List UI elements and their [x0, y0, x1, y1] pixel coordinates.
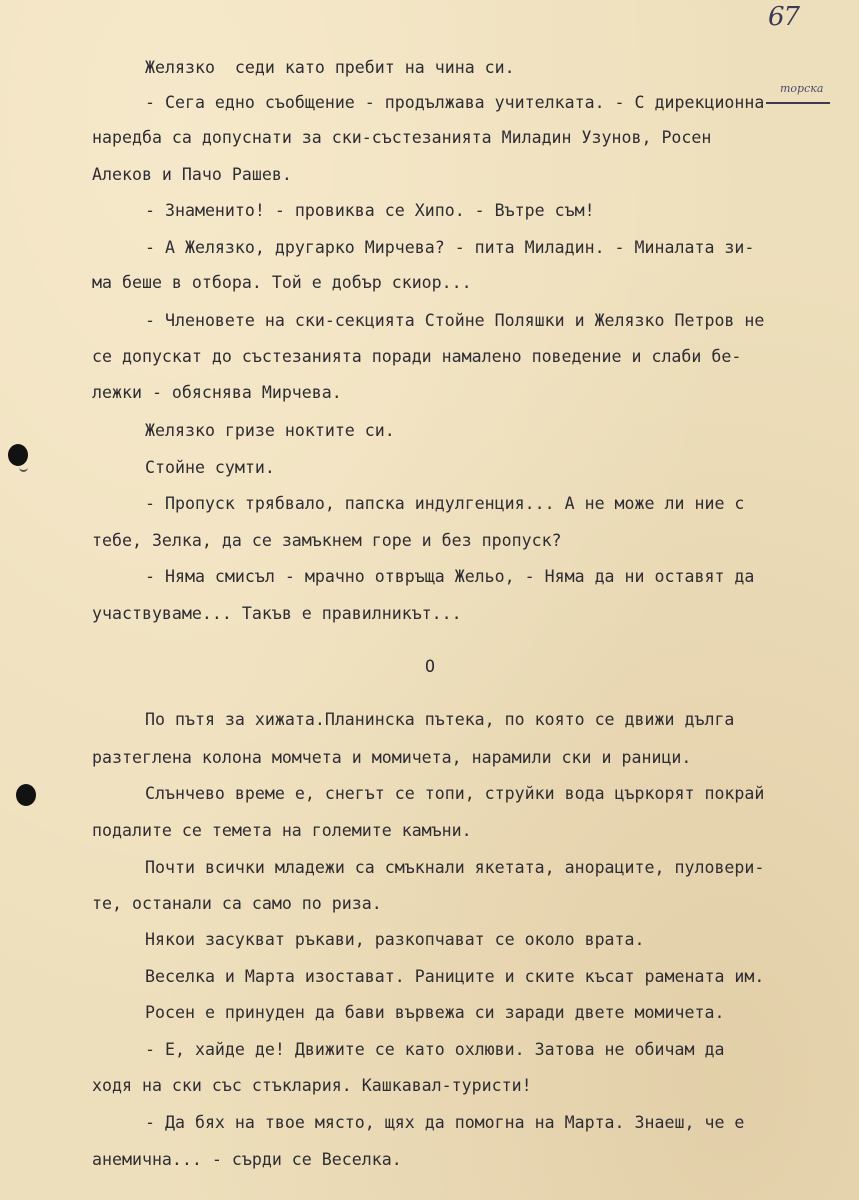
text-line: Стойне сумти. — [145, 458, 275, 477]
text-line: Росен е принуден да бави вървежа си заради двете момичета. — [145, 1003, 725, 1022]
text-line: анемична... - сърди се Веселка. — [92, 1150, 402, 1169]
text-line: те, останали са само по риза. — [92, 894, 382, 913]
text-line: разтеглена колона момчета и момичета, нарамили ски и раници. — [92, 748, 692, 767]
text-line: Желязко седи като пребит на чина си. — [145, 58, 515, 77]
handwritten-annotation: торска — [780, 82, 824, 95]
text-line: - А Желязко, другарко Мирчева? - пита Миладин. - Миналата зи- — [145, 238, 755, 257]
text-line: наредба са допуснати за ски-състезанията Миладин Узунов, Росен — [92, 128, 712, 147]
text-line: участвуваме... Такъв е правилникът... — [92, 604, 462, 623]
text-line: - Знаменито! - провиква се Хипо. - Вътре съм! — [145, 201, 595, 220]
text-line: Почти всички младежи са смъкнали якетата, анораците, пуловери- — [145, 858, 765, 877]
section-break: О — [425, 657, 435, 676]
text-line: По пътя за хижата.Планинска пътека, по която се движи дълга — [145, 710, 735, 729]
text-line: - Сега едно съобщение - продължава учителката. - С дирекционна — [145, 93, 765, 112]
text-line: тебе, Зелка, да се замъкнем горе и без пропуск? — [92, 531, 562, 550]
text-line: Слънчево време е, снегът се топи, струйки вода църкорят покрай — [145, 784, 765, 803]
text-line: подалите се темета на големите камъни. — [92, 821, 472, 840]
text-line: Алеков и Пачо Рашев. — [92, 165, 292, 184]
text-line: - Няма смисъл - мрачно отвръща Жельо, - Няма да ни оставят да — [145, 567, 755, 586]
text-line: Желязко гризе ноктите си. — [145, 421, 395, 440]
text-line: ходя на ски със стъклария. Кашкавал-туристи! — [92, 1076, 532, 1095]
text-line: се допускат до състезанията поради намалено поведение и слаби бе- — [92, 347, 742, 366]
text-line: - Пропуск трябвало, папска индулгенция... А не може ли ние с — [145, 494, 745, 513]
text-line: ма беше в отбора. Той е добър скиор... — [92, 273, 472, 292]
text-line: - Да бях на твое място, щях да помогна на Марта. Знаеш, че е — [145, 1113, 745, 1132]
punch-hole-icon — [16, 784, 36, 806]
page-number: 67 — [768, 2, 800, 32]
text-line: - Е, хайде де! Движите се като охлюви. Затова не обичам да — [145, 1040, 725, 1059]
text-line: Веселка и Марта изостават. Раниците и ските късат рамената им. — [145, 967, 765, 986]
text-line: лежки - обяснява Мирчева. — [92, 383, 342, 402]
text-line: - Членовете на ски-секцията Стойне Поляшки и Желязко Петров не — [145, 311, 765, 330]
text-line: Някои засукват ръкави, разкопчават се около врата. — [145, 930, 645, 949]
